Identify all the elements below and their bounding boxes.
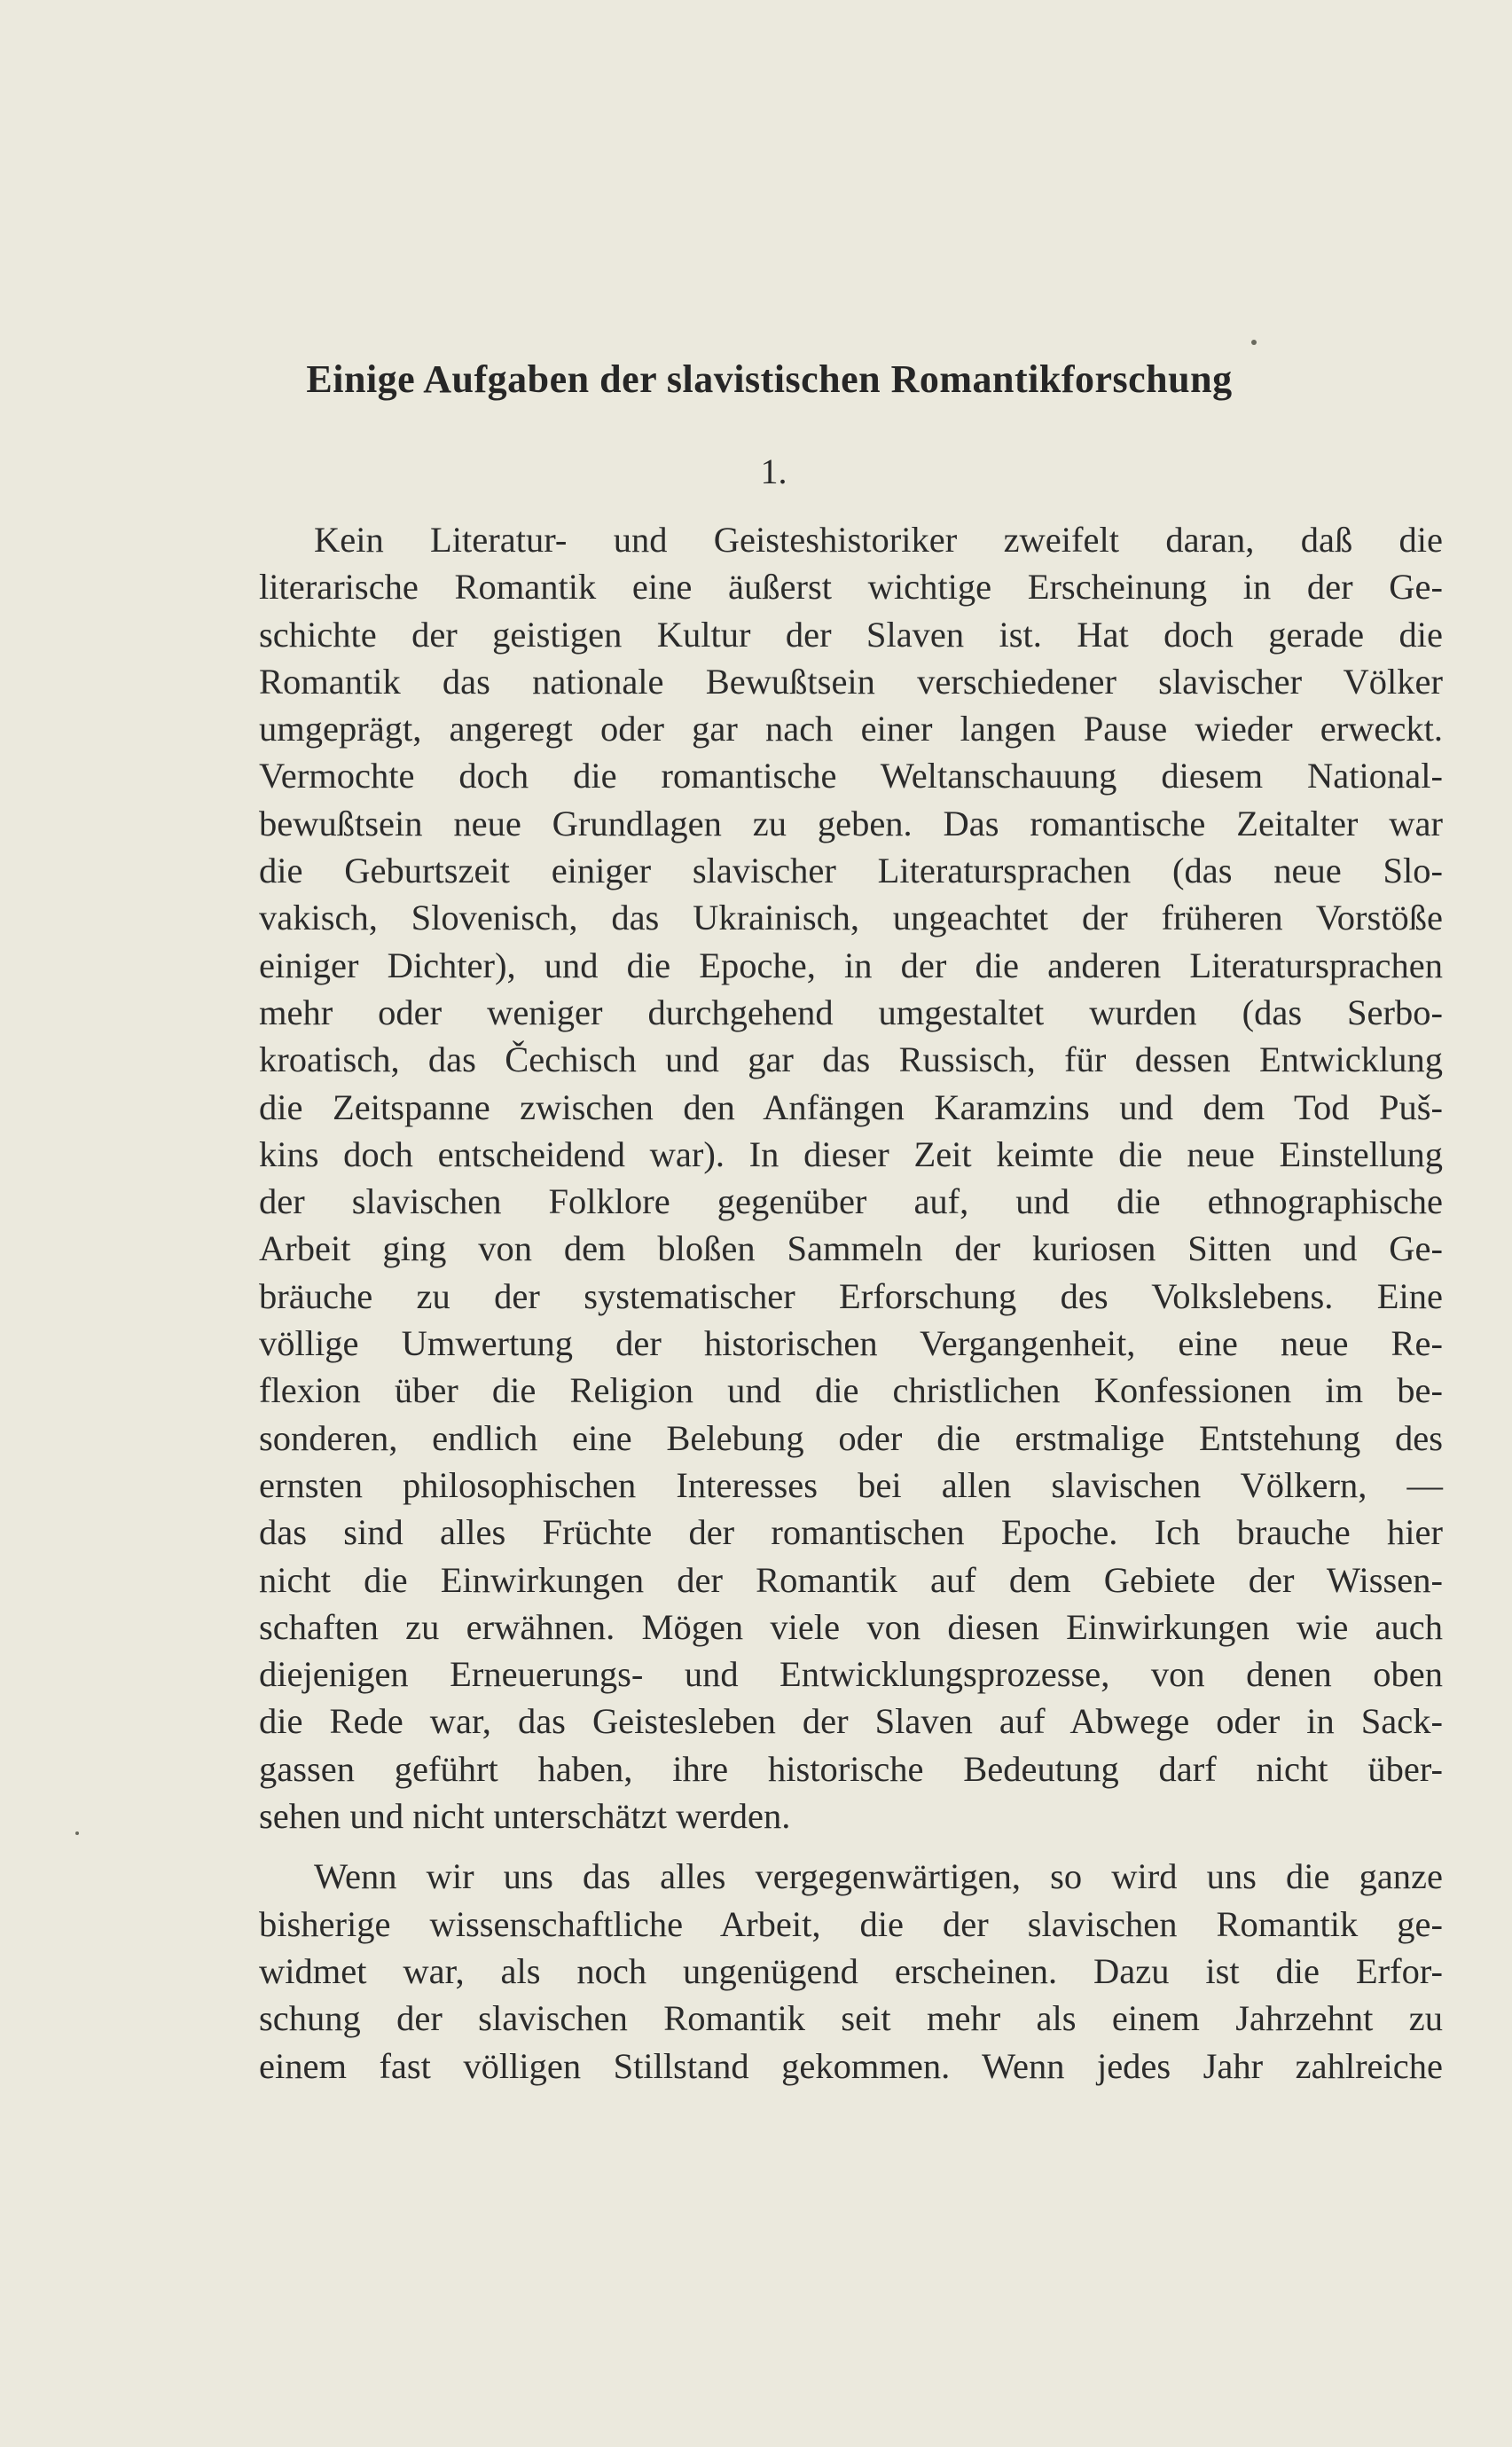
text-line: sehen und nicht unterschätzt werden. — [259, 1796, 791, 1837]
text-line: mehr oder weniger durchgehend umgestaltet wurden (das Serbo- — [259, 992, 1443, 1032]
text-line: bräuche zu der systematischer Erforschung des Volkslebens. Eine — [259, 1275, 1443, 1316]
text-line: kins doch entscheidend war). In dieser Zeit keimte die neue Einstellung — [259, 1133, 1443, 1174]
text-line: bewußtsein neue Grundlagen zu geben. Das romantische Zeitalter war — [259, 803, 1443, 843]
text-line: vakisch, Slovenisch, das Ukrainisch, ungeachtet der früheren Vorstöße — [259, 898, 1443, 938]
paragraph — [259, 516, 1443, 1839]
text-line: Wenn wir uns das alles vergegenwärtigen, so wird uns die ganze — [314, 1856, 1443, 1897]
section-number: 1. — [760, 451, 787, 491]
text-line: kroatisch, das Čechisch und gar das Russisch, für dessen Entwicklung — [259, 1039, 1443, 1080]
print-speck — [75, 1831, 79, 1835]
text-line: flexion über die Religion und die christlichen Konfessionen im be- — [259, 1370, 1443, 1411]
text-line: Romantik das nationale Bewußtsein verschiedener slavischer Völker — [259, 661, 1443, 702]
text-line: gassen geführt haben, ihre historische Bedeutung darf nicht über- — [259, 1748, 1443, 1789]
text-line: bisherige wissenschaftliche Arbeit, die der slavischen Romantik ge- — [259, 1903, 1443, 1944]
text-line: Kein Literatur- und Geisteshistoriker zweifelt daran, daß die — [314, 520, 1443, 560]
text-line: einiger Dichter), und die Epoche, in der die anderen Literatursprachen — [259, 945, 1443, 985]
text-line: widmet war, als noch ungenügend erscheinen. Dazu ist die Erfor- — [259, 1950, 1443, 1991]
text-line: schaften zu erwähnen. Mögen viele von diesen Einwirkungen wie auch — [259, 1606, 1443, 1647]
paragraph — [259, 1853, 1443, 2089]
text-line: ernsten philosophischen Interesses bei allen slavischen Völkern, — — [259, 1464, 1443, 1505]
page-title: Einige Aufgaben der slavistischen Romantikforschung — [306, 357, 1233, 401]
print-speck — [1251, 340, 1257, 345]
text-line: schichte der geistigen Kultur der Slaven ist. Hat doch gerade die — [259, 614, 1443, 655]
text-line: die Rede war, das Geistesleben der Slaven auf Abwege oder in Sack- — [259, 1701, 1443, 1742]
text-line: schung der slavischen Romantik seit mehr als einem Jahrzehnt zu — [259, 1998, 1443, 2039]
text-line: Arbeit ging von dem bloßen Sammeln der kuriosen Sitten und Ge- — [259, 1228, 1443, 1269]
text-line: das sind alles Früchte der romantischen Epoche. Ich brauche hier — [259, 1512, 1443, 1553]
text-line: Vermochte doch die romantische Weltanschauung diesem National- — [259, 756, 1443, 796]
body-text — [259, 516, 1443, 2090]
text-line: nicht die Einwirkungen der Romantik auf dem Gebiete der Wissen- — [259, 1559, 1443, 1600]
text-line: der slavischen Folklore gegenüber auf, und die ethnographische — [259, 1181, 1443, 1222]
text-line: die Zeitspanne zwischen den Anfängen Karamzins und dem Tod Puš- — [259, 1086, 1443, 1127]
text-line: völlige Umwertung der historischen Vergangenheit, eine neue Re- — [259, 1323, 1443, 1364]
text-line: literarische Romantik eine äußerst wichtige Erscheinung in der Ge- — [259, 567, 1443, 608]
text-line: einem fast völligen Stillstand gekommen. Wenn jedes Jahr zahlreiche — [259, 2045, 1443, 2086]
text-line: sonderen, endlich eine Belebung oder die erstmalige Entstehung des — [259, 1417, 1443, 1458]
text-line: diejenigen Erneuerungs- und Entwicklungsprozesse, von denen oben — [259, 1654, 1443, 1695]
text-line: die Geburtszeit einiger slavischer Literatursprachen (das neue Slo- — [259, 851, 1443, 891]
text-line: umgeprägt, angeregt oder gar nach einer langen Pause wieder erweckt. — [259, 709, 1443, 749]
